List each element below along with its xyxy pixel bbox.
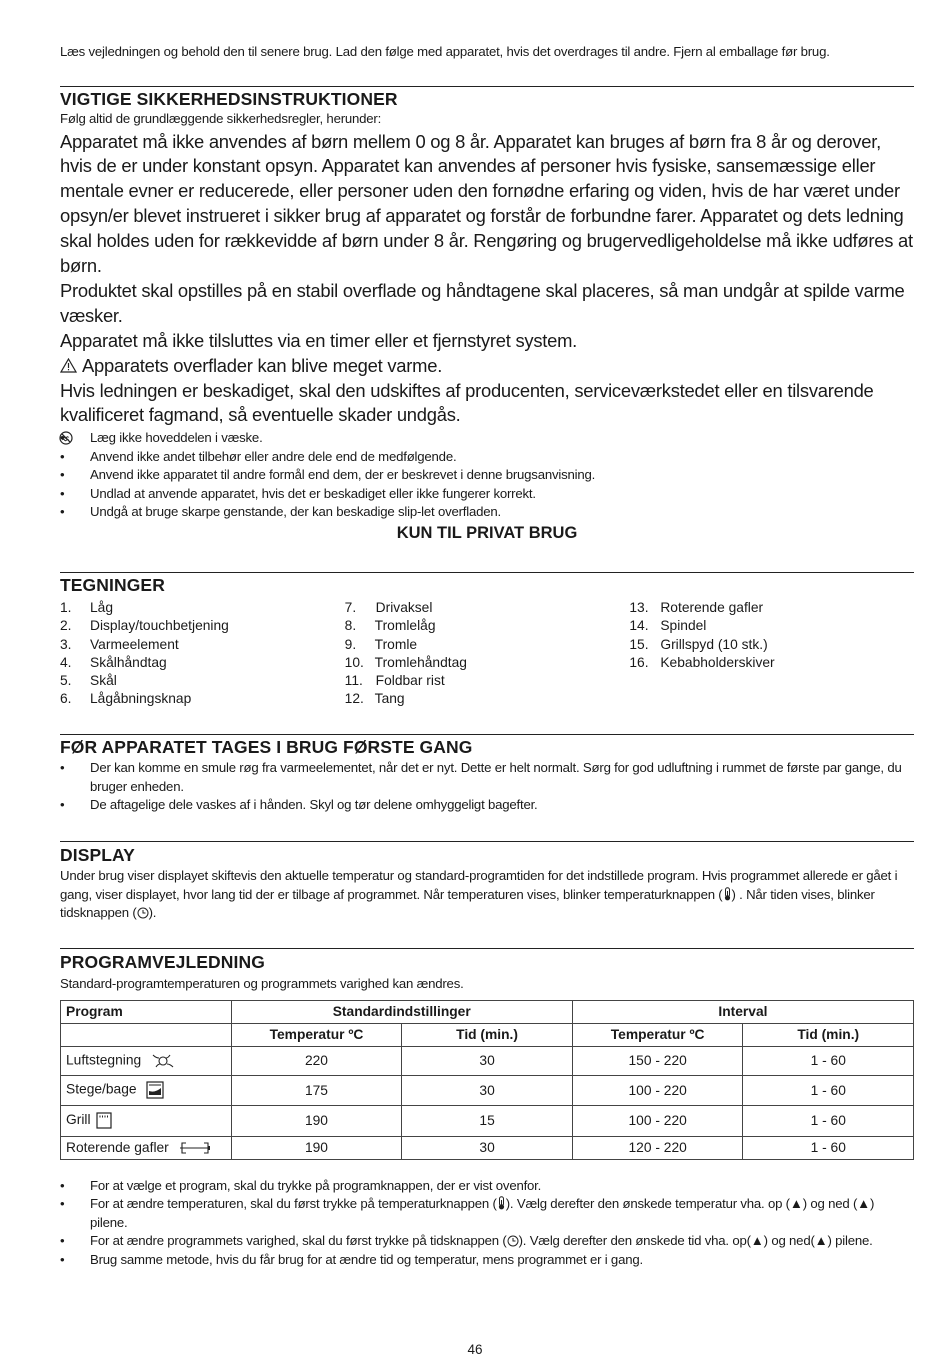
page-number: 46	[467, 1342, 483, 1357]
time-range-cell: 1 - 60	[743, 1136, 914, 1159]
temp-range-cell: 100 - 220	[572, 1075, 743, 1105]
list-item-text: Læg ikke hoveddelen i væske.	[90, 430, 263, 446]
list-item	[629, 636, 914, 654]
item-number: 7.	[344, 600, 357, 615]
list-item: • Anvend ikke apparatet til andre formål end dem, der er beskrevet i denne brugsanvisning.	[60, 466, 914, 485]
drawings-column	[629, 599, 914, 709]
table-header-row	[61, 1000, 914, 1023]
thermometer-icon	[497, 1196, 506, 1210]
header-program: Program	[61, 1000, 232, 1023]
list-item	[629, 599, 914, 617]
temp-cell: 190	[231, 1105, 402, 1136]
display-text	[60, 867, 914, 923]
table-row	[61, 1105, 914, 1136]
list-item	[629, 654, 914, 672]
list-item	[345, 636, 630, 654]
item-label: Grillspyd (10 stk.)	[660, 636, 768, 652]
item-number: 8.	[344, 618, 357, 634]
header-temp: Temperatur ºC	[231, 1023, 402, 1046]
program-section	[60, 948, 914, 1269]
item-number: 5.	[60, 673, 72, 689]
grill-icon	[96, 1112, 112, 1129]
item-label: Tang	[374, 691, 405, 707]
safety-section	[60, 86, 914, 543]
safety-paragraph: Hvis ledningen er beskadiget, skal den udskiftes af producenten, serviceværkstedet eller en tilsvarende kvalificeret fagmand, så eventuelle skader undgås.	[60, 379, 874, 426]
temp-cell: 220	[231, 1046, 402, 1075]
item-label: Tromle	[374, 636, 418, 652]
list-item-text: For at ændre programmets varighed, skal du først trykke på tidsknappen (	[90, 1233, 507, 1248]
table-row	[61, 1075, 914, 1105]
header-empty	[61, 1023, 232, 1046]
list-item	[345, 654, 630, 672]
list-item	[345, 672, 630, 690]
list-item	[60, 1195, 914, 1232]
first-use-list	[60, 759, 914, 815]
header-standard: Standardindstillinger	[231, 1000, 572, 1023]
time-range-cell: 1 - 60	[743, 1105, 914, 1136]
item-label: Skål	[90, 673, 117, 689]
display-heading: DISPLAY	[60, 845, 135, 865]
thermometer-icon	[723, 887, 732, 901]
item-number: 14.	[629, 618, 649, 634]
list-item	[60, 429, 914, 448]
drawings-column	[345, 599, 630, 709]
item-number: 1.	[60, 600, 72, 615]
list-item-text: ). Vælg derefter den ønskede temperatur vha. op (▲) og ned (▲) pilene.	[90, 1196, 875, 1230]
warning-triangle-icon	[60, 358, 77, 373]
temp-range-cell: 120 - 220	[572, 1136, 743, 1159]
list-item	[345, 690, 630, 708]
rotisserie-icon	[179, 1141, 211, 1155]
item-number: 16.	[629, 654, 649, 670]
item-label: Varmeelement	[90, 636, 179, 652]
program-name-cell	[61, 1105, 232, 1136]
first-use-section	[60, 734, 914, 815]
list-item: • Undlad at anvende apparatet, hvis det er beskadiget eller ikke fungerer korrekt.	[60, 485, 914, 504]
program-name-cell	[61, 1046, 232, 1075]
list-item: • Undgå at bruge skarpe genstande, der kan beskadige slip-let overfladen.	[60, 503, 914, 522]
item-number: 11.	[344, 673, 363, 689]
header-temp: Temperatur ºC	[572, 1023, 743, 1046]
item-number: 15.	[629, 636, 649, 652]
item-label: Lågåbningsknap	[90, 691, 192, 707]
item-number: 6.	[60, 691, 72, 707]
safety-paragraph: Apparatet må ikke anvendes af børn mellem 0 og 8 år. Apparatet kan bruges af børn fra 8 år og derover, hvis de er under konstant opsyn. Apparatet kan anvendes af personer hvis fysiske, sansemæssige eller mentale evner er reducerede, eller personer uden den fornødne erfaring og viden, hvis de har været under opsyn/er blevet instrueret i sikker brug af apparatet og forstår de forbundne farer. Apparatet og dets ledning skal holdes uden for rækkevidde af børn under 8 år. Rengøring og brugervedligeholdelse må ikke udføres at børn.	[60, 130, 913, 277]
header-interval: Interval	[572, 1000, 913, 1023]
list-item	[60, 672, 345, 690]
list-item	[60, 654, 345, 672]
item-number: 9.	[344, 636, 357, 652]
drawings-section	[60, 572, 914, 709]
private-use-label: KUN TIL PRIVAT BRUG	[396, 523, 578, 542]
temp-range-cell: 150 - 220	[572, 1046, 743, 1075]
bake-icon	[146, 1081, 164, 1099]
item-label: Drivaksel	[375, 600, 433, 615]
item-label: Roterende gafler	[660, 600, 764, 615]
header-time: Tid (min.)	[402, 1023, 573, 1046]
temp-range-cell: 100 - 220	[572, 1105, 743, 1136]
temp-cell: 190	[231, 1136, 402, 1159]
display-text-part: ) . Når tiden vises, blinker tidsknappen (	[60, 886, 875, 920]
item-number: 4.	[60, 654, 72, 670]
list-item	[60, 690, 345, 708]
clock-icon	[137, 907, 149, 919]
item-label: Spindel	[660, 618, 707, 634]
item-label: Tromlelåg	[374, 618, 436, 634]
safety-paragraph: Apparatet må ikke tilsluttes via en timer eller et fjernstyret system.	[60, 329, 578, 351]
time-range-cell: 1 - 60	[743, 1046, 914, 1075]
drawings-column	[60, 599, 345, 709]
list-item: • Der kan komme en smule røg fra varmeelementet, når det er nyt. Dette er helt normalt. Sørg for god udluftning i rummet de første par gange, du bruger enheden.	[60, 759, 914, 796]
list-item: • De aftagelige dele vaskes af i hånden. Skyl og tør delene omhyggeligt bagefter.	[60, 796, 914, 815]
list-item	[60, 636, 345, 654]
program-name-cell	[61, 1136, 232, 1159]
display-section	[60, 841, 914, 923]
program-name: Luftstegning	[66, 1052, 142, 1068]
item-number: 13.	[629, 600, 649, 615]
list-item	[60, 599, 345, 617]
item-label: Display/touchbetjening	[90, 618, 229, 634]
item-label: Skålhåndtag	[90, 654, 167, 670]
program-name: Stege/bage	[66, 1081, 137, 1097]
hot-surface-warning	[60, 354, 914, 379]
program-heading: PROGRAMVEJLEDNING	[60, 952, 265, 972]
safety-paragraph: Produktet skal opstilles på en stabil overflade og håndtagene skal placeres, så man undgår at spilde varme væsker.	[60, 279, 905, 326]
list-item	[60, 1232, 914, 1251]
list-item: • Brug samme metode, hvis du får brug for at ændre tid og temperatur, mens programmet er i gang.	[60, 1251, 914, 1270]
program-table	[60, 1000, 914, 1160]
display-text-part: Under brug viser displayet skiftevis den aktuelle temperatur og standard-programtiden for det indstillede program. Hvis programmet allerede er gået i gang, viser displayet, hvor lang tid der er tilbage af programmet. Når temperaturen vises, blinker temperaturknappen (	[60, 868, 898, 902]
list-item	[629, 617, 914, 635]
item-number: 10.	[344, 654, 364, 670]
time-range-cell: 1 - 60	[743, 1075, 914, 1105]
item-label: Kebabholderskiver	[660, 654, 775, 670]
list-item	[345, 599, 630, 617]
list-item-text: For at ændre temperaturen, skal du først trykke på temperaturknappen (	[90, 1196, 497, 1211]
drawings-heading: TEGNINGER	[60, 575, 165, 595]
time-cell: 30	[402, 1075, 573, 1105]
list-item: • Anvend ikke andet tilbehør eller andre dele end de medfølgende.	[60, 448, 914, 467]
time-cell: 30	[402, 1046, 573, 1075]
time-cell: 15	[402, 1105, 573, 1136]
safety-subheading: Følg altid de grundlæggende sikkerhedsregler, herunder:	[60, 111, 382, 126]
first-use-heading: FØR APPARATET TAGES I BRUG FØRSTE GANG	[60, 737, 473, 757]
list-item	[60, 617, 345, 635]
warning-text: Apparatets overflader kan blive meget varme.	[82, 354, 443, 376]
table-row	[61, 1046, 914, 1075]
program-intro: Standard-programtemperaturen og programmets varighed kan ændres.	[60, 976, 464, 991]
list-item-text: ). Vælg derefter den ønskede tid vha. op(▲) og ned(▲) pilene.	[518, 1233, 873, 1248]
safety-body	[60, 130, 914, 429]
program-name: Grill	[66, 1112, 91, 1128]
safety-heading: VIGTIGE SIKKERHEDSINSTRUKTIONER	[60, 89, 398, 109]
clock-icon	[507, 1235, 519, 1247]
safety-list	[60, 429, 914, 522]
air-fry-icon	[151, 1052, 175, 1070]
display-text-part: ).	[148, 905, 157, 920]
list-item	[345, 617, 630, 635]
list-item: • For at vælge et program, skal du trykke på programknappen, der er vist ovenfor.	[60, 1177, 914, 1196]
program-name: Roterende gafler	[66, 1139, 169, 1155]
no-immersion-icon	[59, 431, 73, 445]
table-row	[61, 1136, 914, 1159]
table-subheader-row	[61, 1023, 914, 1046]
program-instructions	[60, 1177, 914, 1270]
intro-text: Læs vejledningen og behold den til senere brug. Lad den følge med apparatet, hvis det overdrages til andre. Fjern al emballage før brug.	[60, 44, 830, 59]
header-time: Tid (min.)	[743, 1023, 914, 1046]
program-name-cell	[61, 1075, 232, 1105]
item-label: Låg	[90, 600, 114, 615]
item-label: Tromlehåndtag	[374, 654, 467, 670]
temp-cell: 175	[231, 1075, 402, 1105]
drawings-list	[60, 599, 914, 709]
item-number: 12.	[344, 691, 364, 707]
item-label: Foldbar rist	[375, 673, 445, 689]
item-number: 3.	[60, 636, 72, 652]
item-number: 2.	[60, 618, 72, 634]
time-cell: 30	[402, 1136, 573, 1159]
